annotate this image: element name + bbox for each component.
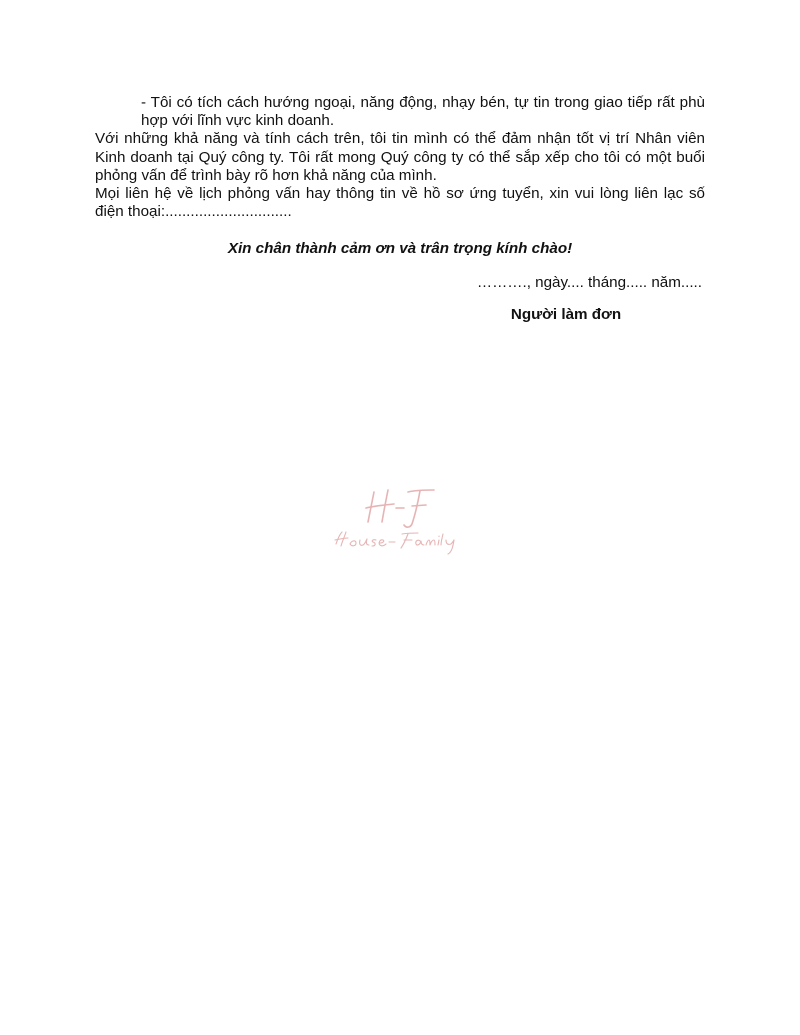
paragraph-contact: Mọi liên hệ về lịch phỏng vấn hay thông tin về hồ sơ ứng tuyển, xin vui lòng liên lạc số điện thoại:.............................. xyxy=(95,185,705,221)
closing-salutation: Xin chân thành cảm ơn và trân trọng kính chào! xyxy=(227,240,573,257)
date-line: ………., ngày.... tháng..... năm..... xyxy=(476,274,702,291)
signer-label: Người làm đơn xyxy=(510,306,622,323)
paragraph-abilities: Với những khả năng và tính cách trên, tôi tin mình có thể đảm nhận tốt vị trí Nhân viên Kinh doanh tại Quý công ty. Tôi rất mong Quý công ty có thể sắp xếp cho tôi có một buổi phỏng vấn để trình bày rõ hơn khả năng của mình. xyxy=(95,130,705,184)
house-family-watermark-logo xyxy=(322,478,472,558)
bullet-trait: - Tôi có tích cách hướng ngoại, năng động, nhạy bén, tự tin trong giao tiếp rất phù hợp với lĩnh vực kinh doanh. xyxy=(141,94,705,130)
letter-body xyxy=(95,94,705,221)
